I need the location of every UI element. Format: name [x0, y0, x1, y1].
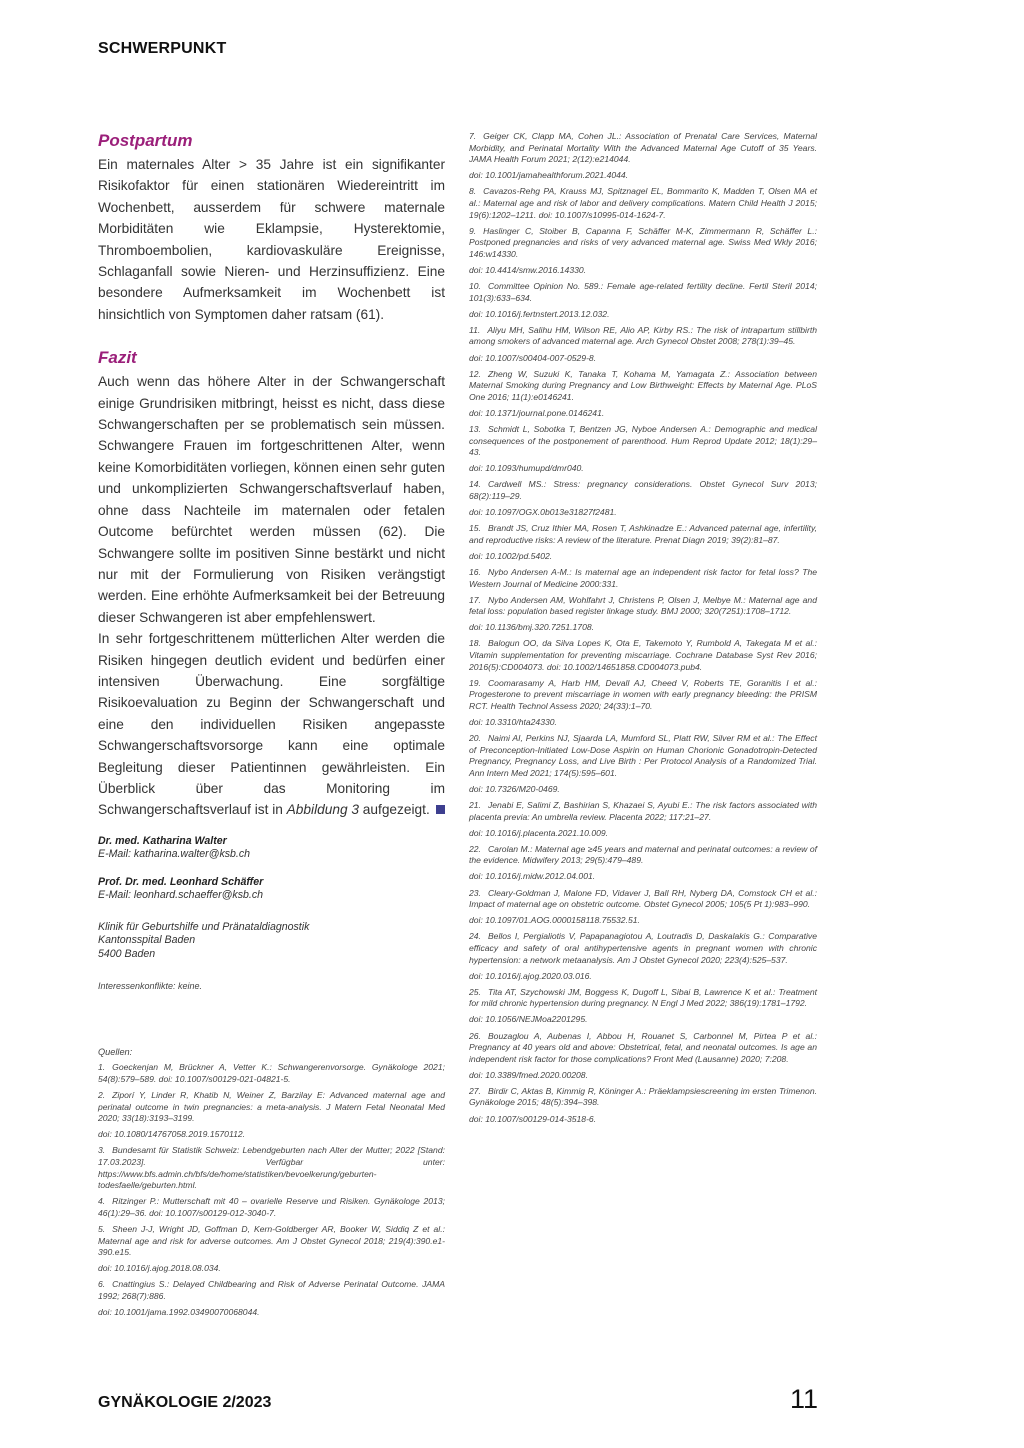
reference-number: 17. — [469, 594, 481, 605]
reference-number: 23. — [469, 887, 481, 898]
reference-item — [469, 463, 817, 475]
reference-item — [469, 800, 817, 823]
page-number: 11 — [789, 1384, 818, 1414]
reference-text: Ritzinger P.: Mutterschaft mit 40 – ovarielle Reserve und Risiken. Gynäkologe 2013; 46(1):29–36. doi: 10.1007/s00129-012-3040-7. — [98, 1196, 445, 1218]
journal-issue: GYNÄKOLOGIE 2/2023 — [98, 1394, 272, 1411]
reference-number: 4. — [98, 1196, 106, 1207]
reference-text: doi: 10.1007/s00404-007-0529-8. — [469, 352, 597, 363]
reference-text: doi: 10.7326/M20-0469. — [469, 783, 560, 794]
reference-item — [469, 567, 817, 590]
reference-text: doi: 10.1016/j.fertnstert.2013.12.032. — [469, 308, 610, 319]
reference-number: 19. — [469, 677, 481, 688]
section-heading-postpartum: Postpartum — [98, 131, 193, 150]
reference-number: 9. — [469, 225, 477, 236]
reference-item — [469, 281, 817, 304]
reference-text: Brandt JS, Cruz Ithier MA, Rosen T, Ashkinadze E.: Advanced paternal age, infertility, and reproductive risks: A review of the literature. Prenat Diagn 2019; 39(2):81–87. — [469, 523, 817, 545]
reference-text: Balogun OO, da Silva Lopes K, Ota E, Takemoto Y, Rumbold A, Takegata M et al.: Vitamin supplementation for preventing miscarriage. Cochrane Database Syst Rev 2016; 2016(5):CD004073. doi: 10.1002/14651858.CD004073.pub4. — [469, 638, 817, 672]
reference-text: doi: 10.1080/14767058.2019.1570112. — [98, 1129, 246, 1140]
reference-number: 1. — [98, 1062, 106, 1073]
reference-list-right — [469, 131, 817, 1130]
reference-number: 3. — [98, 1145, 106, 1156]
paragraph-fazit-2 — [98, 628, 445, 821]
reference-number: 20. — [469, 733, 481, 744]
reference-item — [469, 353, 817, 365]
address-line: 5400 Baden — [98, 947, 156, 960]
reference-number: 12. — [469, 368, 481, 379]
reference-item — [469, 638, 817, 673]
reference-text: Naimi AI, Perkins NJ, Sjaarda LA, Mumford SL, Platt RW, Silver RM et al.: The Effect of Preconception-Initiated Low-Dose Aspirin on Human Chorionic Gonadotropin-Detected Pregnancy, Pregnancy Loss, and Live Birth : Per Protocol Analysis of a Randomized Trial. Ann Intern Med 2021; 174(5):595–601. — [469, 733, 817, 778]
reference-text: Sheen J-J, Wright JD, Goffman D, Kern-Goldberger AR, Booker W, Siddiq Z et al.: Maternal age and risk for adverse outcomes. Am J Obstet Gynecol 2018; 219(4):390.e1-390.e15. — [98, 1223, 445, 1258]
reference-item — [469, 1070, 817, 1082]
reference-item — [469, 226, 817, 261]
reference-number: 24. — [469, 931, 481, 942]
reference-text: doi: 10.1007/s00129-014-3518-6. — [469, 1113, 597, 1124]
reference-item — [98, 1263, 445, 1275]
reference-text: Nybo Andersen A-M.: Is maternal age an independent risk factor for fetal loss? The Western Journal of Medicine 2000:331. — [469, 566, 817, 589]
reference-item — [469, 733, 817, 779]
reference-text: Haslinger C, Stoiber B, Capanna F, Schäffer M-K, Zimmermann R, Schäffer L.: Postponed pregnancies and risks of very advanced maternal age. Swiss Med Wkly 2016; 146:w14330. — [469, 225, 817, 259]
address-line: Klinik für Geburtshilfe und Pränataldiagnostik — [98, 920, 310, 933]
reference-item — [469, 971, 817, 983]
reference-text: doi: 10.1097/OGX.0b013e31827f2481. — [469, 507, 617, 518]
affiliation-address — [98, 921, 445, 962]
reference-number: 10. — [469, 281, 481, 292]
reference-item — [469, 507, 817, 519]
reference-item — [469, 987, 817, 1010]
author-email[interactable]: E-Mail: leonhard.schaeffer@ksb.ch — [98, 889, 264, 902]
paragraph-fazit-2-text: In sehr fortgeschrittenem mütterlichen Alter werden die Risiken hingegen deutlich evident und bedürfen einer intensiven Überwachung. Eine sorgfältige Risikoevaluation zu Beginn der Schwangerschaft und eine den individuellen Risiken angepasste Schwangerschaftsvorsorge kann eine optimale Begleitung dieser Patientinnen gewährleisten. Ein Überblick über das Monitoring im Schwangerschaftsverlauf ist in — [98, 631, 445, 818]
reference-list-left — [98, 1062, 445, 1318]
reference-text: doi: 10.1093/humupd/dmr040. — [469, 463, 584, 474]
paragraph-fazit-2-end: aufgezeigt. — [358, 802, 430, 818]
reference-item — [98, 1090, 445, 1125]
reference-item — [469, 717, 817, 729]
reference-number: 22. — [469, 843, 481, 854]
article-body — [98, 130, 445, 1323]
reference-number: 8. — [469, 186, 477, 197]
paragraph-fazit-1: Auch wenn das höhere Alter in der Schwangerschaft einige Grundrisiken mitbringt, heisst es nicht, dass diese Schwangerschaften per se problematisch sein müssen. Schwangere Frauen im fortgeschrittenen Alter, wenn keine Komorbiditäten vorliegen, können einen sehr guten und unkomplizierten Schwangerschaftsverlauf haben, ohne dass Nachteile im maternalen oder fetalen Outcome befürchtet werden müssen (62). Die Schwangere sollte im positiven Sinne bestärkt und nicht nur mit der Formulierung von Risiken verängstigt werden. Eine erhöhte Aufmerksamkeit bei der Betreuung dieser Schwangeren ist aber empfehlenswert. — [98, 374, 445, 625]
reference-text: Carolan M.: Maternal age ≥45 years and maternal and perinatal outcomes: a review of the evidence. Midwifery 2013; 29(5):479–489. — [469, 843, 817, 866]
reference-text: doi: 10.1002/pd.5402. — [469, 550, 553, 561]
reference-text: Zheng W, Suzuki K, Tanaka T, Kohama M, Yamagata Z.: Association between Maternal Smoking during Pregnancy and Low Birthweight: Effects by Maternal Age. PLoS One 2016; 11(1):e0146241. — [469, 368, 817, 402]
reference-item — [98, 1062, 445, 1085]
reference-text: Cnattingius S.: Delayed Childbearing and Risk of Adverse Perinatal Outcome. JAMA 1992; 268(7):886. — [98, 1279, 445, 1301]
address-line: Kantonsspital Baden — [98, 934, 196, 947]
reference-item — [469, 622, 817, 634]
reference-item — [469, 784, 817, 796]
reference-item — [469, 1114, 817, 1126]
reference-item — [469, 479, 817, 502]
reference-item — [469, 915, 817, 927]
reference-text: Schmidt L, Sobotka T, Bentzen JG, Nyboe Andersen A.: Demographic and medical consequences of the postponement of parenthood. Hum Reprod Update 2012; 18(1):29–43. — [469, 423, 817, 458]
reference-text: Bundesamt für Statistik Schweiz: Lebendgeburten nach Alter der Mutter; 2022 [Stand: 17.03.2023]. Verfügbar unter: https://www.bfs.admin.ch/bfs/de/home/statistiken/bevoelkerung/geburten-todesfaelle/geburten.html. — [98, 1145, 445, 1191]
author-1 — [98, 835, 445, 862]
reference-number: 15. — [469, 523, 481, 534]
reference-item — [98, 1224, 445, 1259]
reference-number: 25. — [469, 986, 481, 997]
reference-text: doi: 10.1016/j.ajog.2020.03.016. — [469, 970, 592, 981]
reference-text: doi: 10.4414/smw.2016.14330. — [469, 264, 587, 275]
reference-number: 6. — [98, 1279, 106, 1290]
reference-item — [469, 888, 817, 911]
reference-text: doi: 10.1056/NEJMoa2201295. — [469, 1014, 588, 1025]
reference-item — [469, 186, 817, 221]
reference-item — [469, 131, 817, 166]
reference-text: Cleary-Goldman J, Malone FD, Vidaver J, Ball RH, Nyberg DA, Comstock CH et al.: Impact of maternal age on obstetric outcome. Obstet Gynecol 2005; 105(5 Pt 1):983–990. — [469, 887, 817, 910]
reference-text: doi: 10.1016/j.midw.2012.04.001. — [469, 871, 596, 882]
reference-text: Geiger CK, Clapp MA, Cohen JL.: Association of Prenatal Care Services, Maternal Morbidity, and Perinatal Mortality With the Advanced Maternal Age Cutoff of 35 Years. JAMA Health Forum 2021; 2(12):e214044. — [469, 131, 817, 165]
reference-item — [469, 170, 817, 182]
reference-text: Tita AT, Szychowski JM, Boggess K, Dugoff L, Sibai B, Lawrence K et al.: Treatment for mild chronic hypertension during pregnancy. N Engl J Med 2022; 386(19):1781–1792. — [469, 986, 817, 1009]
reference-item — [469, 369, 817, 404]
reference-item — [469, 931, 817, 966]
author-email[interactable]: E-Mail: katharina.walter@ksb.ch — [98, 848, 251, 861]
reference-item — [469, 844, 817, 867]
reference-number: 13. — [469, 423, 481, 434]
reference-text: Bouzaglou A, Aubenas I, Abbou H, Rouanet S, Carbonnel M, Pirtea P et al.: Pregnancy at 40 years old and above: Obstetrical, fetal, and neonatal outcomes. Is age an independent risk factor for those complications? Front Med (Lausanne) 2020; 7:208. — [469, 1030, 817, 1064]
reference-number: 2. — [98, 1089, 106, 1100]
reference-item — [98, 1307, 445, 1319]
reference-text: Goeckenjan M, Brückner A, Vetter K.: Schwangerenvorsorge. Gynäkologe 2021; 54(8):579–589. doi: 10.1007/s00129-021-04821-5. — [98, 1062, 445, 1084]
reference-item — [469, 828, 817, 840]
reference-text: Birdir C, Aktas B, Kimmig R, Köninger A.: Präeklampsiescreening im ersten Trimenon. Gynäkologe 2015; 48(5):394–398. — [469, 1085, 817, 1108]
reference-text: doi: 10.1001/jamahealthforum.2021.4044. — [469, 170, 629, 181]
reference-number: 27. — [469, 1085, 481, 1096]
reference-number: 14. — [469, 479, 481, 490]
reference-number: 7. — [469, 131, 477, 141]
reference-number: 16. — [469, 566, 481, 577]
reference-item — [469, 325, 817, 348]
reference-text: doi: 10.1097/01.AOG.0000158118.75532.51. — [469, 915, 640, 926]
reference-text: Cavazos-Rehg PA, Krauss MJ, Spitznagel EL, Bommarito K, Madden T, Olsen MA et al.: Maternal age and risk of labor and delivery complications. Matern Child Health J 2015; 19(6):1202–1211. doi: 10.1007/s10995-014-1624-7. — [469, 186, 817, 220]
reference-item — [469, 551, 817, 563]
reference-text: Bellos I, Pergialiotis V, Papapanagiotou A, Loutradis D, Daskalakis G.: Comparative efficacy and safety of oral antihypertensive agents in pregnant women with chronic hypertension: a network metaanalysis. Am J Obstet Gynecol 2020; 223(4):525–537. — [469, 931, 817, 965]
reference-text: Cardwell MS.: Stress: pregnancy considerations. Obstet Gynecol Surv 2013; 68(2):119–29. — [469, 479, 817, 501]
reference-text: doi: 10.1371/journal.pone.0146241. — [469, 407, 605, 418]
figure-reference-link[interactable]: Abbildung 3 — [286, 802, 359, 818]
author-name: Dr. med. Katharina Walter — [98, 834, 227, 847]
reference-number: 5. — [98, 1223, 106, 1234]
reference-item — [469, 1086, 817, 1109]
reference-item — [469, 871, 817, 883]
section-heading-fazit: Fazit — [98, 348, 137, 368]
reference-text: Ziporí Y, Linder R, Khatib N, Weiner Z, Barzilay E: Advanced maternal age and perinatal outcome in twin pregnancies: a meta-analysis. J Matern Fetal Neonatal Med 2020; 33(18):3193–3199. — [98, 1089, 445, 1124]
reference-text: doi: 10.1136/bmj.320.7251.1708. — [469, 622, 595, 633]
reference-text: doi: 10.1016/j.ajog.2018.08.034. — [98, 1263, 221, 1274]
reference-text: doi: 10.1001/jama.1992.03490070068044. — [98, 1306, 260, 1317]
reference-text: doi: 10.3389/fmed.2020.00208. — [469, 1069, 588, 1080]
end-of-article-square-icon — [436, 805, 445, 814]
reference-text: Aliyu MH, Salihu HM, Wilson RE, Alio AP, Kirby RS.: The risk of intrapartum stillbirth among smokers of advanced maternal age. Arch Gynecol Obstet 2008; 278(1):39–45. — [469, 324, 817, 347]
paragraph-postpartum: Ein maternales Alter > 35 Jahre ist ein signifikanter Risikofaktor für einen stationären Wiedereintritt im Wochenbett, ausserdem für schwere maternale Morbiditäten wie Eklampsie, Hysterektomie, Thromboembolien, kardiovaskuläre Ereignisse, Schlaganfall sowie Nieren- und Herzinsuffizienz. Eine besondere Aufmerksamkeit im Wochenbett ist hinsichtlich von Symptomen daher ratsam (61). — [98, 157, 445, 322]
reference-item — [469, 408, 817, 420]
reference-item — [469, 1031, 817, 1066]
author-name: Prof. Dr. med. Leonhard Schäffer — [98, 875, 264, 888]
reference-item — [98, 1196, 445, 1219]
reference-item — [469, 309, 817, 321]
reference-number: 11. — [469, 324, 481, 335]
reference-item — [469, 424, 817, 459]
reference-item — [469, 678, 817, 713]
reference-item — [98, 1279, 445, 1302]
sources-label: Quellen: — [98, 1047, 133, 1058]
reference-text: Coomarasamy A, Harb HM, Devall AJ, Cheed V, Roberts TE, Goranitis I et al.: Progesterone to prevent miscarriage in women with early pregnancy bleeding: the PRISM RCT. Health Technol Assess 2020; 24(33):1–70. — [469, 677, 817, 711]
reference-number: 26. — [469, 1030, 481, 1041]
reference-item — [469, 1014, 817, 1026]
reference-text: Committee Opinion No. 589.: Female age-related fertility decline. Fertil Steril 2014; 101(3):633–634. — [469, 281, 817, 303]
reference-text: Nybo Andersen AM, Wohlfahrt J, Christens P, Olsen J, Melbye M.: Maternal age and fetal loss: population based register linkage study. BMJ 2000; 320(7251):1708–1712. — [469, 594, 817, 617]
conflict-of-interest: Interessenkonflikte: keine. — [98, 981, 203, 992]
reference-item — [98, 1129, 445, 1141]
reference-number: 18. — [469, 638, 481, 649]
reference-text: doi: 10.1016/j.placenta.2021.10.009. — [469, 827, 609, 838]
reference-text: doi: 10.3310/hta24330. — [469, 716, 557, 727]
reference-number: 21. — [469, 800, 481, 810]
reference-item — [469, 595, 817, 618]
author-2 — [98, 876, 445, 903]
reference-item — [469, 265, 817, 277]
section-label: SCHWERPUNKT — [98, 40, 227, 57]
reference-item — [469, 523, 817, 546]
reference-text: Jenabi E, Salimi Z, Bashirian S, Khazaei S, Ayubi E.: The risk factors associated with placenta previa: An umbrella review. Placenta 2022; 117:21–27. — [469, 800, 817, 822]
reference-item — [98, 1145, 445, 1191]
